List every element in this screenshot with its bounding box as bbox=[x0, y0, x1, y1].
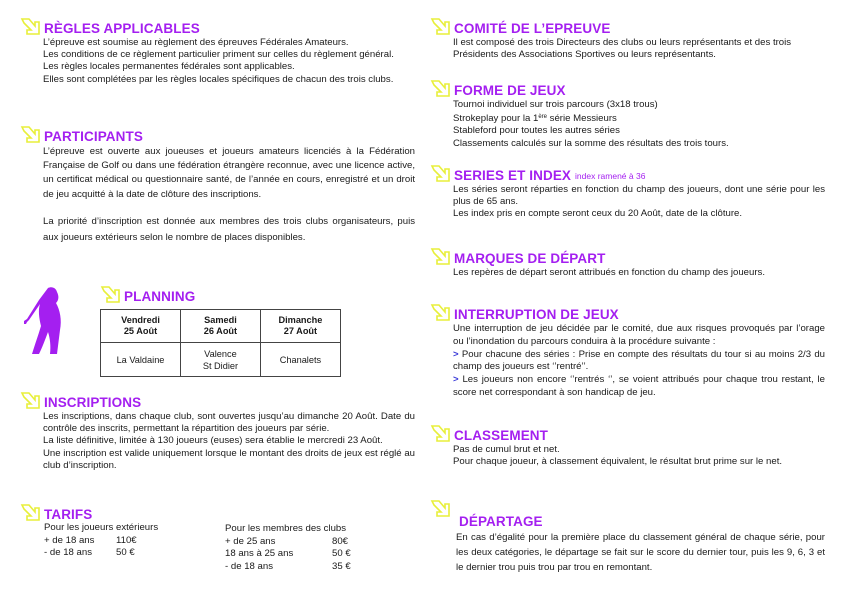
text-line: Tournoi individuel sur trois parcours (3x18 trous) bbox=[453, 99, 658, 110]
day-label: Vendredi bbox=[121, 315, 160, 325]
arrow-icon bbox=[430, 304, 452, 322]
section-forme bbox=[430, 80, 825, 150]
text-line: Les conditions de ce règlement particulier priment sur celles du règlement général. bbox=[43, 49, 394, 61]
club-label: La Valdaine bbox=[116, 354, 165, 365]
heading-comite: COMITÉ DE L’EPREUVE bbox=[454, 21, 611, 36]
bullet-item bbox=[453, 349, 825, 375]
tarif-price: 80€ bbox=[332, 535, 349, 547]
text-paragraph: Une interruption de jeu décidée par le comité, due aux risques provoqués par l’orage ou l’inondation du parcours conduira à la procédure suivante : bbox=[453, 323, 825, 347]
heading-tarifs: TARIFS bbox=[44, 507, 93, 522]
arrow-icon bbox=[430, 500, 452, 518]
section-classement bbox=[430, 425, 825, 468]
day-label: Dimanche bbox=[278, 315, 323, 325]
chevron-right-icon: > bbox=[453, 348, 459, 360]
tarif-label: - de 18 ans bbox=[225, 560, 274, 572]
tarif-price: 50 € bbox=[116, 547, 135, 558]
text-line bbox=[453, 111, 825, 125]
tarif-label: 18 ans à 25 ans bbox=[225, 548, 294, 559]
heading-participants: PARTICIPANTS bbox=[44, 129, 143, 144]
series-subtitle: index ramené à 36 bbox=[575, 171, 646, 181]
tarif-row bbox=[225, 548, 351, 561]
arrow-icon bbox=[430, 18, 452, 36]
section-departage bbox=[456, 514, 825, 575]
tarif-price: 35 € bbox=[332, 560, 351, 572]
tarif-row bbox=[44, 547, 158, 560]
chevron-right-icon: > bbox=[453, 374, 459, 386]
text-line: Pour chaque joueur, à classement équivalent, le résultat brut prime sur le net. bbox=[453, 456, 783, 468]
text-line: Les index pris en compte seront ceux du 20 Août, date de la clôture. bbox=[453, 208, 743, 220]
planning-header-row bbox=[101, 310, 341, 343]
text-line: Les inscriptions, dans chaque club, sont ouvertes jusqu’au dimanche 20 Août. Date du contrôle des inscrits, permettant la répartition des joueurs par série. bbox=[43, 411, 415, 435]
section-marques bbox=[430, 248, 825, 279]
tarifs-exterieurs-heading: Pour les joueurs extérieurs bbox=[44, 522, 159, 533]
section-series bbox=[430, 165, 825, 221]
arrow-icon bbox=[20, 504, 42, 522]
day-label: Samedi bbox=[204, 315, 237, 325]
bullet-text: Les joueurs non encore ‘’rentrés ‘’, se voient attribués pour chaque trou restant, le score net correspondant à son handicap de jeu. bbox=[453, 374, 825, 398]
text-fragment: série Messieurs bbox=[547, 113, 617, 125]
golfer-icon bbox=[22, 286, 66, 356]
planning-club-row bbox=[101, 343, 341, 377]
text-paragraph: La priorité d’inscription est donnée aux membres des trois clubs organisateurs, puis aux joueurs extérieurs selon le nombre de places disponibles. bbox=[43, 215, 415, 243]
text-line: Elles sont complétées par les règles locales spécifiques de chacun des trois clubs. bbox=[43, 73, 394, 85]
text-line: La liste définitive, limitée à 130 joueurs (euses) sera établie le mercredi 23 Août. bbox=[43, 435, 383, 447]
planning-club-cell bbox=[260, 343, 340, 377]
arrow-icon bbox=[100, 286, 122, 304]
heading-departage: DÉPARTAGE bbox=[459, 514, 543, 529]
tarif-label: + de 25 ans bbox=[225, 535, 276, 547]
planning-day-cell bbox=[101, 310, 181, 343]
tarifs-exterieurs bbox=[44, 522, 158, 560]
planning-club-cell bbox=[101, 343, 181, 377]
arrow-icon bbox=[20, 126, 42, 144]
tarif-price: 110€ bbox=[116, 534, 137, 546]
text-line: Les séries seront réparties en fonction du champ des joueurs, dont une série pour les plus de 65 ans. bbox=[453, 184, 825, 208]
section-participants bbox=[20, 126, 415, 246]
section-regles bbox=[20, 18, 415, 86]
date-label: 26 Août bbox=[203, 326, 238, 336]
planning-day-cell bbox=[181, 310, 261, 343]
ordinal-sup: ère bbox=[538, 114, 547, 121]
heading-planning: PLANNING bbox=[124, 289, 196, 304]
arrow-icon bbox=[430, 165, 452, 183]
club-label: Valence bbox=[204, 348, 237, 359]
arrow-icon bbox=[20, 18, 42, 36]
text-line: Stableford pour toutes les autres séries bbox=[453, 125, 620, 137]
heading-inscriptions: INSCRIPTIONS bbox=[44, 395, 142, 410]
tarif-price: 50 € bbox=[332, 548, 351, 559]
club-label: St Didier bbox=[202, 360, 239, 371]
arrow-icon bbox=[430, 248, 452, 266]
planning-day-cell bbox=[260, 310, 340, 343]
tarif-label: - de 18 ans bbox=[44, 547, 93, 558]
heading-forme: FORME DE JEUX bbox=[454, 83, 566, 98]
arrow-icon bbox=[20, 392, 42, 410]
text-paragraph: Il est composé des trois Directeurs des clubs ou leurs représentants et des trois Présidents des Associations Sportives ou leurs représentants. bbox=[453, 37, 792, 61]
tarif-row bbox=[225, 536, 351, 549]
bullet-item bbox=[453, 374, 825, 400]
heading-classement: CLASSEMENT bbox=[454, 428, 549, 443]
tarif-row bbox=[44, 535, 158, 548]
text-line: Classements calculés sur la somme des résultats des trois tours. bbox=[453, 137, 729, 149]
text-paragraph: En cas d’égalité pour la première place du classement général de chaque série, pour les deux catégories, le départage se fait sur le score du dernier tour, puis les 9, 6, 3 et le dernier trou puis trou par trou en remontant. bbox=[456, 532, 825, 573]
section-inscriptions bbox=[20, 392, 415, 472]
planning-table bbox=[100, 309, 341, 377]
text-line: L’épreuve est soumise au règlement des épreuves Fédérales Amateurs. bbox=[43, 37, 349, 48]
section-interruption bbox=[430, 304, 825, 400]
heading-regles: RÈGLES APPLICABLES bbox=[44, 21, 200, 36]
date-label: 25 Août bbox=[123, 326, 158, 336]
section-tarifs bbox=[20, 504, 415, 522]
section-planning bbox=[100, 286, 350, 304]
text-line: Une inscription est valide uniquement lorsque le montant des droits de jeux est réglé au club d’inscription. bbox=[43, 447, 415, 471]
date-label: 27 Août bbox=[283, 326, 318, 336]
text-paragraph: Les repères de départ seront attribués en fonction du champ des joueurs. bbox=[453, 267, 765, 278]
text-fragment: Strokeplay pour la 1 bbox=[453, 113, 539, 125]
planning-club-cell bbox=[181, 343, 261, 377]
bullet-text: Pour chacune des séries : Prise en compte des résultats du tour si au moins 2/3 du champ des joueurs est ‘’rentré’’. bbox=[453, 348, 825, 373]
club-label: Chanalets bbox=[279, 354, 322, 365]
heading-interruption: INTERRUPTION DE JEUX bbox=[454, 307, 619, 322]
text-line: Les règles locales permanentes fédérales sont applicables. bbox=[43, 61, 295, 73]
section-comite bbox=[430, 18, 825, 61]
text-paragraph: L’épreuve est ouverte aux joueuses et joueurs amateurs licenciés à la Fédération Française de Golf ou dans une fédération étrangère reconnue, avec une licence active, un certificat médical ou questionnaire santé, de l’année en cours, enregistré et un droit de jeu acquitté à la date de clôture des inscriptions. bbox=[43, 146, 415, 200]
text-line: Pas de cumul brut et net. bbox=[453, 444, 560, 455]
tarif-row bbox=[225, 561, 351, 574]
arrow-icon bbox=[430, 80, 452, 98]
tarifs-membres bbox=[225, 523, 351, 573]
heading-marques: MARQUES DE DÉPART bbox=[454, 251, 606, 266]
tarifs-membres-heading: Pour les membres des clubs bbox=[225, 523, 347, 534]
arrow-icon bbox=[430, 425, 452, 443]
heading-series: SERIES ET INDEX bbox=[454, 168, 572, 183]
tarif-label: + de 18 ans bbox=[44, 534, 95, 546]
